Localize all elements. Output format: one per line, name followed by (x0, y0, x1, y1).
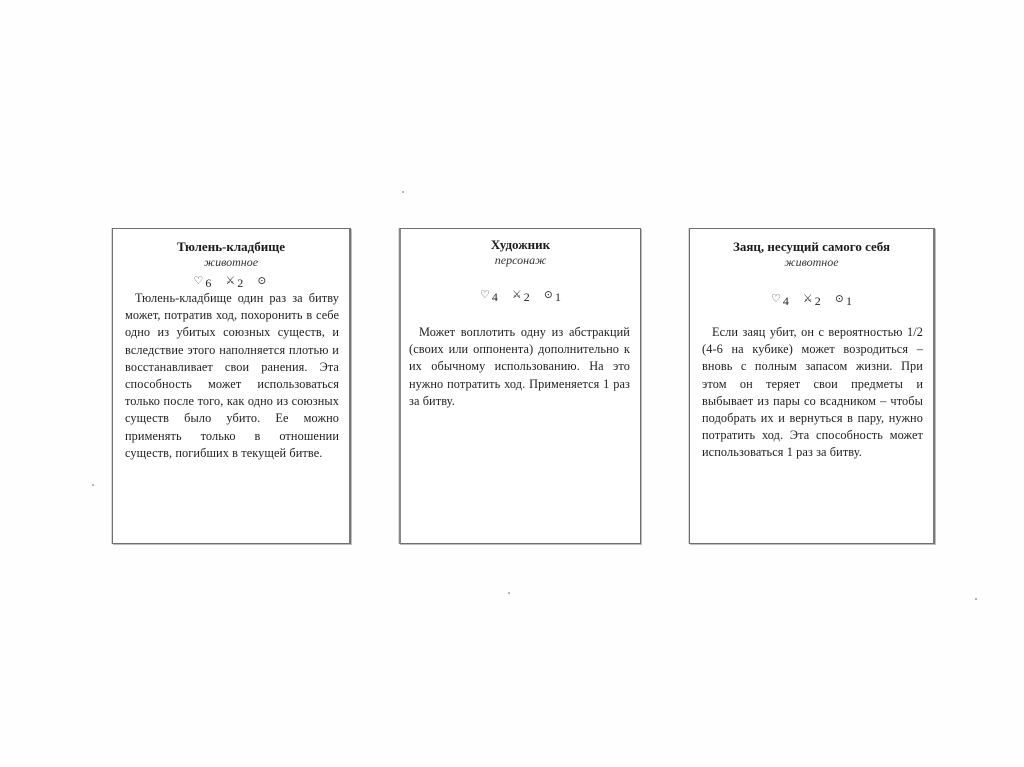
card-description: Если заяц убит, он с вероятностью 1/2 (4-6 на кубике) может возродиться – вновь с полным запасом жизни. При этом он теряет свои предметы и выбывает из пары со всадником – чтобы подобрать их и вернуться в пару, нужно потратить ход. Эта способность может использоваться 1 раз за битву. (702, 325, 923, 460)
card-stats (690, 291, 933, 306)
crossed-swords-icon: ⚔ (802, 293, 813, 305)
circle-dot-icon: ⊙ (834, 293, 844, 305)
heart-icon: ♡ (193, 275, 204, 287)
health-stat (194, 273, 212, 288)
health-value: 4 (491, 290, 498, 304)
health-value: 4 (782, 294, 789, 308)
attack-value: 2 (523, 290, 530, 304)
card-description: Может воплотить одну из абстракций (своих или оппонента) дополнительно к их обычному использованию. На это нужно потратить ход. Применяется 1 раз за битву. (409, 325, 630, 408)
card-type: животное (203, 255, 259, 269)
moves-stat (544, 287, 561, 302)
circle-dot-icon: ⊙ (543, 289, 553, 301)
card-khudozhnik (399, 228, 641, 544)
card-tyulen-kladbishche (112, 228, 351, 544)
card-type: персонаж (494, 253, 547, 267)
card-type: животное (784, 255, 839, 269)
crossed-swords-icon: ⚔ (225, 275, 236, 287)
card-stats (113, 273, 349, 288)
attack-stat (512, 287, 530, 302)
card-zayats (689, 228, 935, 544)
attack-stat (803, 291, 821, 306)
moves-stat (835, 291, 852, 306)
scan-speck (92, 484, 94, 486)
attack-value: 2 (814, 294, 821, 308)
health-stat (771, 291, 789, 306)
card-title: Заяц, несущий самого себя (733, 239, 890, 254)
card-title: Художник (490, 237, 551, 252)
heart-icon: ♡ (480, 289, 490, 301)
circle-dot-icon: ⊙ (257, 275, 267, 287)
health-stat (480, 287, 498, 302)
attack-value: 2 (237, 276, 244, 290)
moves-stat (257, 274, 268, 287)
card-title: Тюлень-кладбище (177, 239, 285, 254)
scan-speck (975, 598, 977, 600)
moves-value: 1 (845, 294, 852, 308)
card-stats (401, 287, 640, 302)
moves-value: 1 (554, 290, 561, 304)
scan-speck (402, 191, 404, 193)
health-value: 6 (205, 276, 212, 290)
heart-icon: ♡ (771, 293, 781, 305)
scan-speck (508, 592, 510, 594)
card-description: Тюлень-кладбище один раз за битву может, потратив ход, похоронить в себе одно из убитых союзных существ, и вследствие этого наполняется плотью и восстанавливает свои ранения. Эта способность может использоваться только после того, как одно из союзных существ было убито. Ее можно применять только в отношении существ, погибших в текущей битве. (125, 291, 339, 460)
crossed-swords-icon: ⚔ (511, 289, 522, 301)
attack-stat (225, 273, 243, 288)
